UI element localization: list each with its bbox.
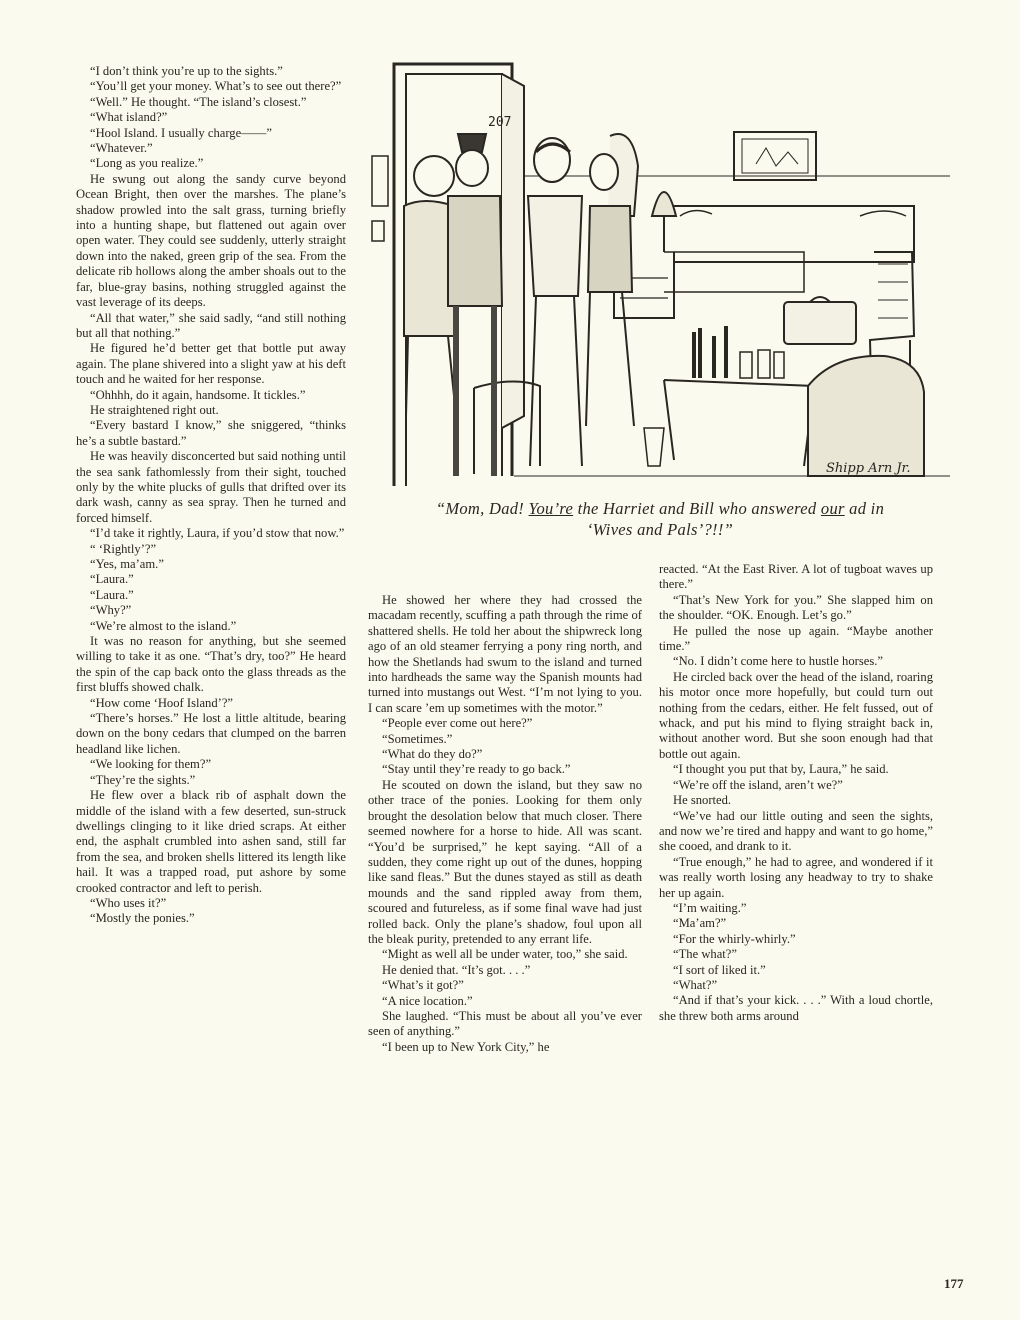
paragraph: “Well.” He thought. “The island’s closest.” [90, 94, 307, 109]
caption-underlined-1: You’re [528, 499, 574, 518]
paragraph: “What island?” [90, 110, 168, 125]
paragraph: She laughed. “This must be about all you’ve ever seen of anything.” [368, 1008, 642, 1039]
paragraph: “ ‘Rightly’?” [90, 541, 157, 556]
paragraph: reacted. “At the East River. A lot of tugboat waves up there.” [659, 562, 933, 592]
paragraph: “People ever come out here?” [382, 716, 533, 731]
paragraph: “What do they do?” [382, 747, 483, 762]
paragraph: “Laura.” [90, 587, 134, 602]
story-column-right [659, 562, 933, 1024]
paragraph: He flew over a black rib of asphalt down the middle of the island with a few deserted, sun-struck dwellings clinging to it like dried scraps. At either end, the asphalt crumbled into ashen sand, still far from the sea, and broken shells littered its length like hail. It was a trapped road, put ashore by some crooked contractor and left to perish. [76, 788, 346, 895]
paragraph: “We’re off the island, aren’t we?” [673, 777, 843, 792]
paragraph: “Sometimes.” [382, 731, 453, 746]
paragraph: He was heavily disconcerted but said nothing until the sea sank fathomlessly from their sight, touched only by the white plucks of gulls that drifted over its dark wash, canny as sea spray. Then he turned and forced himself. [76, 449, 346, 525]
caption-part-3: ad in ‘Wives and Pals’?!!” [586, 499, 885, 539]
paragraph: “Might as well all be under water, too,” she said. [382, 947, 628, 962]
page-number: 177 [944, 1276, 964, 1291]
caption-part-2: the Harriet and Bill who answered [573, 499, 821, 518]
paragraph: He circled back over the head of the island, roaring his motor once more hopefully, but could turn out nothing from the cedars, either. He felt fussed, out of whack, and put his mind to flying straight back in, without another word. But she soon enough had that bottle out again. [659, 669, 933, 761]
paragraph: “We’re almost to the island.” [90, 618, 237, 633]
paragraph: “What?” [673, 977, 718, 992]
paragraph: “I sort of liked it.” [673, 962, 766, 977]
paragraph: “Long as you realize.” [90, 156, 204, 171]
paragraph: He figured he’d better get that bottle put away again. The plane shivered into a slight yaw at his deft touch and he waited for her response. [76, 341, 346, 387]
paragraph: “Stay until they’re ready to go back.” [382, 762, 571, 777]
paragraph: He straightened right out. [90, 402, 219, 417]
paragraph: “I don’t think you’re up to the sights.” [90, 64, 283, 78]
cartoon-caption [420, 498, 900, 540]
paragraph: “You’ll get your money. What’s to see out there?” [90, 79, 342, 94]
paragraph: He swung out along the sandy curve beyond Ocean Bright, then over the marshes. The plane’s shadow prowled into the salt grass, turning briefly into a hunting shape, but flattened out again over open water. They could see suddenly, utterly straight down into the naked, green grip of the sea. From the delicate rib hollows along the amber shoals out to the far, blue-gray basins, nothing struggled against the vast leverage of its deeps. [76, 171, 346, 310]
paragraph: “The what?” [673, 947, 737, 962]
artist-signature: Shipp Arn Jr. [826, 461, 911, 476]
paragraph: “Hool Island. I usually charge——” [90, 125, 272, 140]
paragraph: “They’re the sights.” [90, 772, 196, 787]
paragraph: “I’m waiting.” [673, 900, 747, 915]
paragraph: It was no reason for anything, but she seemed willing to take it as one. “That’s dry, too?” He heard the spin of the cap back onto the glass threads as the first bluffs showed chalk. [76, 634, 346, 695]
paragraph: “For the whirly-whirly.” [673, 931, 796, 946]
paragraph: He denied that. “It’s got. . . .” [382, 962, 531, 977]
paragraph: “Laura.” [90, 572, 134, 587]
paragraph: “Whatever.” [90, 141, 153, 156]
caption-underlined-2: our [820, 499, 845, 518]
paragraph: “How come ‘Hoof Island’?” [90, 695, 234, 710]
paragraph: “Ma’am?” [673, 916, 727, 931]
paragraph: “That’s New York for you.” She slapped him on the shoulder. “OK. Enough. Let’s go.” [659, 592, 933, 623]
paragraph: “I thought you put that by, Laura,” he said. [673, 762, 889, 777]
story-column-left [76, 64, 346, 927]
story-column-middle [368, 593, 642, 1055]
paragraph: “Yes, ma’am.” [90, 557, 164, 571]
paragraph: “No. I didn’t come here to hustle horses.” [673, 654, 883, 669]
paragraph: “And if that’s your kick. . . .” With a loud chortle, she threw both arms around [659, 993, 933, 1023]
paragraph: He snorted. [673, 793, 732, 808]
caption-part-1: “Mom, Dad! [435, 499, 529, 518]
paragraph: “We looking for them?” [90, 757, 212, 772]
paragraph: “A nice location.” [382, 993, 473, 1008]
paragraph: “There’s horses.” He lost a little altitude, bearing down on the bony cedars that clumped on the barren headland like lichen. [76, 711, 346, 756]
door-number: 207 [488, 115, 512, 130]
paragraph: “I’d take it rightly, Laura, if you’d stow that now.” [90, 526, 345, 541]
paragraph: “Why?” [90, 603, 132, 618]
paragraph: “I been up to New York City,” he [382, 1039, 550, 1054]
paragraph: “Mostly the ponies.” [90, 911, 195, 926]
paragraph: He pulled the nose up again. “Maybe another time.” [659, 623, 933, 654]
paragraph: “True enough,” he had to agree, and wondered if it was really worth losing any headway to try to shake her up again. [659, 854, 933, 900]
paragraph: “We’ve had our little outing and seen the sights, and now we’re tired and happy and want to go home,” she cooed, and drank to it. [659, 808, 933, 854]
paragraph: “All that water,” she said sadly, “and still nothing but all that nothing.” [76, 310, 346, 340]
paragraph: “Ohhhh, do it again, handsome. It tickles.” [90, 387, 306, 402]
cartoon-illustration [364, 56, 950, 492]
paragraph: “Who uses it?” [90, 895, 167, 910]
paragraph: “Every bastard I know,” she sniggered, “thinks he’s a subtle bastard.” [76, 418, 346, 448]
paragraph: He scouted on down the island, but they saw no other trace of the ponies. Looking for them only brought the desolation below that much closer. There seemed nowhere for a horse to hide. All was scant. “You’d be surprised,” he kept saying. “All of a sudden, they come right up out of the dunes, hopping like sand fleas.” But the dunes stayed as still as death mounds and the sand rippled away from them, scoured and futureless, as if some final wave had just rolled back. Only the plane’s shadow, foul upon all the bleak purity, pretended to any errant life. [368, 777, 642, 946]
paragraph: He showed her where they had crossed the macadam recently, scuffing a path through the rime of shattered shells. He told her about the shipwreck long ago of an old steamer ferrying a pony ring north, and how the Shetlands had swum to the island and turned into hardheads the same way the Spanish mounts had turned into mustangs out West. “I’m not lying to you. I can scare ’em up sometimes with the motor.” [368, 593, 642, 715]
paragraph: “What’s it got?” [382, 978, 464, 993]
